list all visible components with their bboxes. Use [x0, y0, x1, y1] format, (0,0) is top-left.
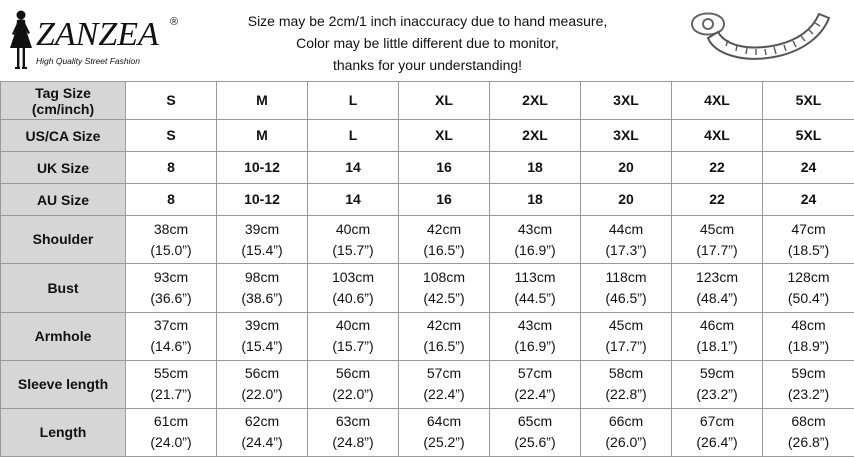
header — [0, 0, 854, 80]
measure-inch: (15.7”) — [332, 338, 374, 355]
measure-cell — [126, 264, 217, 312]
measure-cm: 67cm — [699, 413, 735, 430]
measure-cm: 37cm — [153, 317, 189, 334]
size-cell: 5XL — [763, 82, 854, 120]
size-row — [1, 184, 854, 216]
size-cell: 20 — [581, 184, 672, 216]
measure-cm: 63cm — [335, 413, 371, 430]
measure-cell — [308, 216, 399, 264]
measure-inch: (18.1”) — [696, 338, 738, 355]
measure-cell — [399, 264, 490, 312]
measure-inch: (38.6”) — [241, 290, 283, 307]
measure-cell — [581, 216, 672, 264]
size-cell: 22 — [672, 184, 763, 216]
measure-inch: (50.4”) — [787, 290, 830, 307]
size-row — [1, 152, 854, 184]
size-cell: L — [308, 82, 399, 120]
measure-inch: (18.9”) — [787, 338, 830, 355]
row-label-text: Tag Size — [35, 84, 91, 101]
measure-cm: 39cm — [244, 220, 280, 237]
measure-inch: (36.6”) — [150, 290, 192, 307]
size-cell: S — [126, 82, 217, 120]
measure-inch: (15.4”) — [241, 338, 283, 355]
size-cell: 18 — [490, 152, 581, 184]
measure-cell — [581, 360, 672, 408]
measure-inch: (22.0”) — [241, 386, 283, 403]
row-label-text: (cm/inch) — [31, 100, 95, 117]
measure-cell — [490, 216, 581, 264]
measure-cell — [763, 360, 854, 408]
size-cell: 20 — [581, 152, 672, 184]
measure-cm: 57cm — [426, 365, 462, 382]
size-cell: 2XL — [490, 82, 581, 120]
size-cell: 14 — [308, 184, 399, 216]
measure-cm: 44cm — [608, 220, 644, 237]
measure-cell — [399, 360, 490, 408]
size-cell: XL — [399, 120, 490, 152]
measure-cm: 48cm — [791, 317, 826, 334]
measure-cm: 65cm — [517, 413, 553, 430]
size-cell: 2XL — [490, 120, 581, 152]
notice-line: Size may be 2cm/1 inch inaccuracy due to hand measure, — [247, 13, 608, 29]
measure-row — [1, 408, 854, 456]
size-cell: 24 — [763, 184, 854, 216]
measure-inch: (46.5”) — [605, 290, 647, 307]
measure-row — [1, 216, 854, 264]
measure-inch: (16.5”) — [423, 241, 465, 258]
brand-logo — [6, 8, 178, 70]
size-cell: 18 — [490, 184, 581, 216]
measure-cell — [490, 312, 581, 360]
measure-cm: 98cm — [244, 269, 280, 286]
size-cell: M — [217, 82, 308, 120]
size-cell: 14 — [308, 152, 399, 184]
measure-cm: 59cm — [699, 365, 735, 382]
measure-cm: 42cm — [426, 317, 462, 334]
measure-cell — [581, 408, 672, 456]
measure-inch: (14.6”) — [150, 338, 192, 355]
row-label — [1, 152, 126, 184]
measure-cell — [399, 312, 490, 360]
measure-inch: (22.4”) — [423, 386, 465, 403]
measure-inch: (40.6”) — [332, 290, 374, 307]
measure-cell — [217, 216, 308, 264]
measure-inch: (22.8”) — [605, 386, 647, 403]
measure-cell — [581, 264, 672, 312]
measure-cell — [308, 408, 399, 456]
row-label — [1, 120, 126, 152]
size-row — [1, 82, 854, 120]
measure-cm: 66cm — [608, 413, 644, 430]
measure-inch: (25.2”) — [423, 434, 465, 451]
measure-cm: 64cm — [426, 413, 462, 430]
measure-cm: 113cm — [514, 269, 556, 286]
measure-cm: 47cm — [791, 220, 826, 237]
measure-cell — [399, 408, 490, 456]
measure-cm: 108cm — [422, 269, 466, 286]
measure-inch: (15.4”) — [241, 241, 283, 258]
measure-cell — [308, 264, 399, 312]
measure-cm: 61cm — [153, 413, 189, 430]
measure-cm: 56cm — [244, 365, 280, 382]
measure-label: Bust — [1, 264, 126, 312]
measure-cell — [672, 360, 763, 408]
measure-cell — [399, 216, 490, 264]
measure-cm: 45cm — [608, 317, 644, 334]
size-cell: M — [217, 120, 308, 152]
measure-row — [1, 264, 854, 312]
measure-inch: (22.0”) — [332, 386, 374, 403]
size-cell: 10-12 — [217, 184, 308, 216]
measure-cm: 38cm — [153, 220, 189, 237]
measure-inch: (24.0”) — [150, 434, 192, 451]
size-cell: 16 — [399, 184, 490, 216]
row-label — [1, 82, 126, 120]
measure-cm: 56cm — [335, 365, 371, 382]
measure-inch: (25.6”) — [514, 434, 556, 451]
row-label — [1, 184, 126, 216]
measure-cm: 43cm — [517, 220, 553, 237]
measure-inch: (24.8”) — [332, 434, 374, 451]
measure-label: Armhole — [1, 312, 126, 360]
measure-cm: 58cm — [608, 365, 644, 382]
size-cell: 16 — [399, 152, 490, 184]
measure-cell — [217, 312, 308, 360]
size-row — [1, 120, 854, 152]
measure-inch: (42.5”) — [423, 290, 465, 307]
measure-inch: (15.0”) — [150, 241, 192, 258]
size-cell: 4XL — [672, 120, 763, 152]
measure-cell — [763, 312, 854, 360]
measure-cell — [126, 312, 217, 360]
measure-cell — [217, 408, 308, 456]
measure-cell — [308, 360, 399, 408]
measure-cm: 57cm — [517, 365, 553, 382]
size-cell: 8 — [126, 184, 217, 216]
measure-cm: 43cm — [517, 317, 553, 334]
measure-inch: (26.4”) — [696, 434, 738, 451]
measure-cell — [763, 408, 854, 456]
measure-cell — [126, 408, 217, 456]
measure-cm: 93cm — [153, 269, 189, 286]
measure-inch: (21.7”) — [150, 386, 192, 403]
measure-inch: (17.7”) — [696, 241, 738, 258]
measure-cm: 46cm — [699, 317, 735, 334]
measure-label: Sleeve length — [1, 360, 126, 408]
measure-inch: (16.9”) — [514, 241, 556, 258]
measure-inch: (26.0”) — [605, 434, 647, 451]
measure-inch: (18.5”) — [787, 241, 830, 258]
measure-inch: (15.7”) — [332, 241, 374, 258]
measure-cm: 128cm — [787, 269, 830, 286]
size-notice — [200, 10, 655, 76]
measure-row — [1, 312, 854, 360]
size-cell: 5XL — [763, 120, 854, 152]
measure-inch: (24.4”) — [241, 434, 283, 451]
measure-cm: 40cm — [335, 220, 371, 237]
size-chart-body — [1, 82, 854, 457]
measure-cell — [672, 264, 763, 312]
size-cell: XL — [399, 82, 490, 120]
measure-cm: 40cm — [335, 317, 371, 334]
size-cell: 8 — [126, 152, 217, 184]
size-chart-table — [0, 81, 854, 457]
measure-cm: 123cm — [695, 269, 739, 286]
row-label-text: UK Size — [36, 159, 90, 176]
measure-inch: (16.9”) — [514, 338, 556, 355]
measure-cell — [490, 264, 581, 312]
brand-name: ZANZEA — [36, 16, 159, 53]
measure-inch: (22.4”) — [514, 386, 556, 403]
measure-inch: (23.2”) — [787, 386, 830, 403]
measure-inch: (17.7”) — [605, 338, 647, 355]
woman-silhouette-icon — [6, 8, 36, 70]
size-cell: S — [126, 120, 217, 152]
size-cell: 10-12 — [217, 152, 308, 184]
measure-cell — [490, 408, 581, 456]
measure-cm: 62cm — [244, 413, 280, 430]
measuring-tape-icon — [684, 6, 834, 72]
size-cell: L — [308, 120, 399, 152]
size-cell: 4XL — [672, 82, 763, 120]
measure-row — [1, 360, 854, 408]
measure-cm: 68cm — [791, 413, 826, 430]
measure-cm: 42cm — [426, 220, 462, 237]
measure-cell — [217, 360, 308, 408]
measure-cell — [126, 216, 217, 264]
measure-inch: (48.4”) — [696, 290, 738, 307]
measure-label: Shoulder — [1, 216, 126, 264]
measure-cm: 39cm — [244, 317, 280, 334]
measure-inch: (17.3”) — [605, 241, 647, 258]
size-cell: 22 — [672, 152, 763, 184]
measure-inch: (26.8”) — [787, 434, 830, 451]
brand-tagline: High Quality Street Fashion — [36, 56, 140, 66]
measure-cell — [581, 312, 672, 360]
measure-cell — [672, 216, 763, 264]
registered-mark: ® — [170, 16, 179, 28]
measure-inch: (16.5”) — [423, 338, 465, 355]
row-label-text: AU Size — [36, 191, 90, 208]
measure-cm: 45cm — [699, 220, 735, 237]
measure-cm: 55cm — [153, 365, 189, 382]
notice-line: Color may be little different due to monitor, — [296, 35, 559, 51]
measure-inch: (44.5”) — [514, 290, 556, 307]
measure-cell — [672, 408, 763, 456]
measure-cell — [490, 360, 581, 408]
measure-label: Length — [1, 408, 126, 456]
measure-cm: 59cm — [791, 365, 826, 382]
measure-cell — [672, 312, 763, 360]
row-label-text: US/CA Size — [25, 127, 101, 144]
measure-cell — [308, 312, 399, 360]
size-cell: 24 — [763, 152, 854, 184]
size-cell: 3XL — [581, 82, 672, 120]
measure-cell — [763, 216, 854, 264]
measure-cm: 103cm — [331, 269, 375, 286]
measure-cell — [763, 264, 854, 312]
notice-line: thanks for your understanding! — [332, 57, 523, 73]
measure-cm: 118cm — [605, 269, 647, 286]
measure-inch: (23.2”) — [696, 386, 738, 403]
measure-cell — [217, 264, 308, 312]
size-cell: 3XL — [581, 120, 672, 152]
measure-cell — [126, 360, 217, 408]
